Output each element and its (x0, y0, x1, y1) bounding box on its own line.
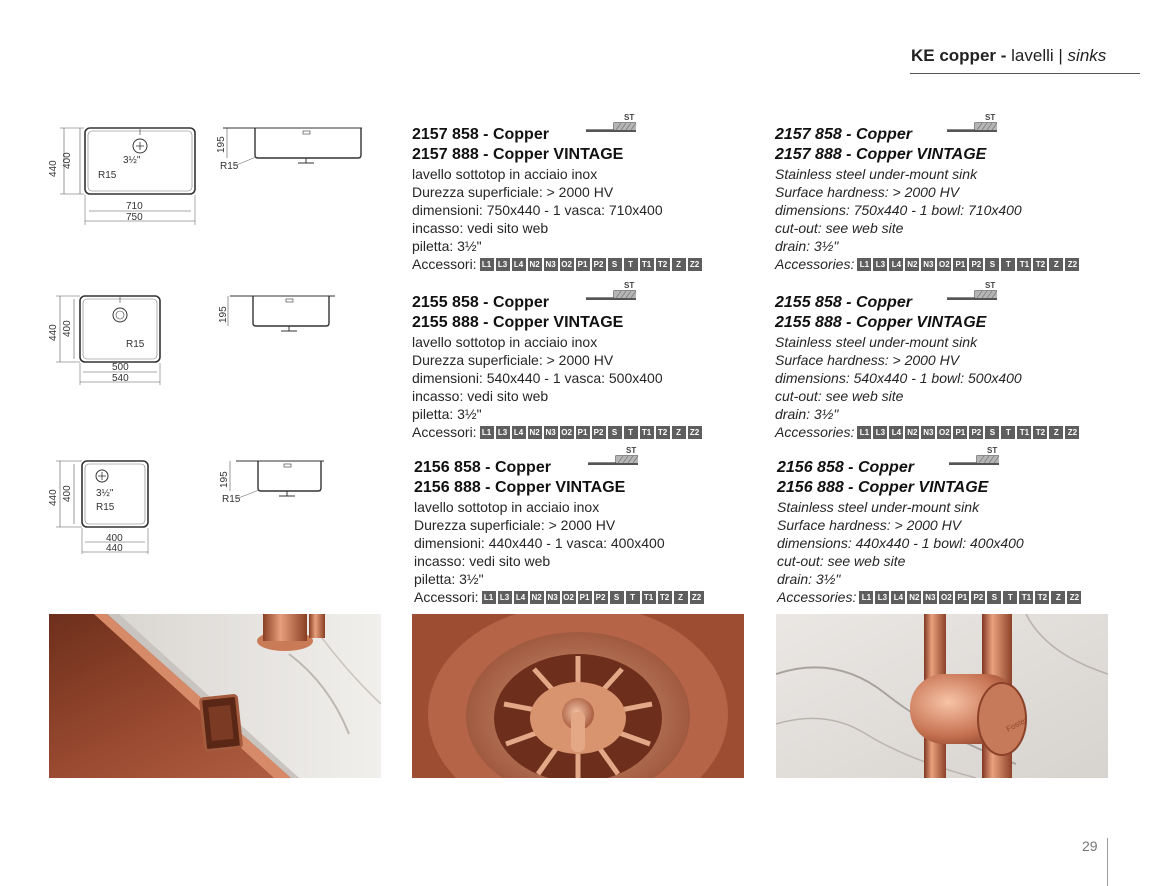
accessory-code-n2: N2 (529, 427, 540, 437)
header-rule (910, 73, 1140, 74)
faucet-brand-text: Foster (1004, 715, 1029, 734)
accessory-code-z: Z (1051, 591, 1065, 604)
accessories-row (412, 423, 757, 441)
product-description: lavello sottotop in acciaio inox (414, 499, 600, 515)
product-title-vintage: 2156 888 - Copper VINTAGE (777, 479, 989, 496)
product-drain: piletta: 3½" (412, 238, 482, 254)
product-title-vintage: 2155 888 - Copper VINTAGE (775, 314, 987, 331)
accessory-code-t1: T1 (1017, 426, 1031, 439)
accessories-label: Accessories: (775, 424, 855, 440)
drain-dimension: 3½" (123, 155, 141, 166)
faucet-photo (776, 614, 1108, 778)
accessory-code-z: Z (1049, 258, 1063, 271)
accessory-code-l3: L3 (873, 426, 887, 439)
depth-dimension: 195 (216, 136, 227, 153)
accessory-code-z: Z (1049, 426, 1063, 439)
product-dimensions: dimensions: 440x440 - 1 bowl: 400x400 (777, 535, 1024, 551)
product-2157-english (775, 113, 1120, 273)
product-hardness: Durezza superficiale: > 2000 HV (412, 184, 614, 200)
accessory-code-l4: L4 (514, 591, 528, 604)
accessory-code-n2: N2 (531, 592, 542, 602)
st-installation-icon (945, 281, 999, 301)
product-title-copper: 2155 858 - Copper ST (412, 293, 757, 313)
product-2156-italian (414, 446, 759, 606)
side-radius-label: R15 (222, 494, 241, 505)
accessory-code-n3: N3 (923, 259, 934, 269)
accessories-label: Accessori: (412, 424, 477, 440)
accessory-code-l3: L3 (496, 258, 510, 271)
product-dimensions: dimensioni: 440x440 - 1 vasca: 400x400 (414, 535, 665, 551)
accessories-row (777, 588, 1122, 606)
accessory-code-n2: N2 (907, 259, 918, 269)
product-description: lavello sottotop in acciaio inox (412, 166, 598, 182)
accessory-code-z: Z (672, 258, 686, 271)
depth-dimension: 195 (218, 306, 229, 323)
accessory-code-z2: Z2 (1065, 426, 1079, 439)
accessory-code-o2: O2 (563, 592, 574, 602)
accessory-code-p2: P2 (969, 258, 983, 271)
outer-width-dimension: 540 (112, 373, 129, 384)
product-dimensions: dimensions: 750x440 - 1 bowl: 710x400 (775, 202, 1022, 218)
accessory-code-t2: T2 (1033, 426, 1047, 439)
accessory-code-z2: Z2 (688, 258, 702, 271)
accessory-code-o2: O2 (939, 259, 950, 269)
product-drain: drain: 3½" (775, 406, 839, 422)
product-2155-italian (412, 281, 757, 441)
accessory-code-p2: P2 (592, 426, 606, 439)
header-separator: - (996, 46, 1012, 65)
product-hardness: Durezza superficiale: > 2000 HV (412, 352, 614, 368)
accessory-code-p2: P2 (969, 426, 983, 439)
product-drain: piletta: 3½" (414, 571, 484, 587)
accessory-code-n3: N3 (545, 259, 556, 269)
accessory-code-l4: L4 (889, 258, 903, 271)
accessory-code-t2: T2 (656, 258, 670, 271)
header-brand: KE copper (911, 46, 997, 65)
accessory-code-z: Z (672, 426, 686, 439)
accessory-code-n3: N3 (925, 592, 936, 602)
product-description: Stainless steel under-mount sink (775, 334, 978, 350)
svg-text:ST: ST (987, 446, 998, 455)
product-title-copper: 2157 858 - Copper ST (775, 125, 1120, 145)
outer-height-dimension: 440 (48, 160, 59, 177)
st-installation-icon (584, 113, 638, 133)
radius-label: R15 (98, 170, 117, 181)
accessory-code-l3: L3 (498, 591, 512, 604)
product-title-copper: 2156 858 - Copper ST (777, 458, 1122, 478)
svg-text:ST: ST (985, 281, 996, 290)
accessory-code-p2: P2 (594, 591, 608, 604)
product-cutout: incasso: vedi sito web (414, 553, 551, 569)
accessory-code-t2: T2 (656, 426, 670, 439)
accessory-icons (859, 591, 1081, 604)
accessories-label: Accessori: (414, 589, 479, 605)
drain-dimension: 3½" (96, 488, 114, 499)
accessory-code-z: Z (674, 591, 688, 604)
svg-text:ST: ST (985, 113, 996, 122)
accessory-code-n3: N3 (547, 592, 558, 602)
accessory-code-l3: L3 (875, 591, 889, 604)
svg-text:ST: ST (626, 446, 637, 455)
product-2155-english (775, 281, 1120, 441)
outer-width-dimension: 440 (106, 543, 123, 554)
accessory-code-t: T (624, 258, 638, 271)
accessory-code-l1: L1 (857, 258, 871, 271)
accessory-code-n2: N2 (529, 259, 540, 269)
accessory-code-p1: P1 (576, 258, 590, 271)
product-title-vintage: 2157 888 - Copper VINTAGE (412, 146, 624, 163)
page-header (911, 46, 1106, 66)
accessory-icons (482, 591, 704, 604)
sink-drawing-2155 (40, 293, 380, 403)
accessory-code-s: S (985, 258, 999, 271)
product-dimensions: dimensioni: 540x440 - 1 vasca: 500x400 (412, 370, 663, 386)
page-number: 29 (1082, 838, 1098, 854)
product-hardness: Surface hardness: > 2000 HV (775, 184, 960, 200)
accessory-code-l1: L1 (480, 258, 494, 271)
accessory-code-t2: T2 (1033, 258, 1047, 271)
accessories-row (414, 588, 759, 606)
accessory-code-t: T (626, 591, 640, 604)
sink-drawing-2156 (40, 458, 380, 568)
st-installation-icon (945, 113, 999, 133)
accessory-code-n2: N2 (907, 427, 918, 437)
accessories-label: Accessories: (775, 256, 855, 272)
accessory-code-s: S (608, 426, 622, 439)
accessory-code-t: T (1003, 591, 1017, 604)
accessory-code-s: S (985, 426, 999, 439)
drain-strainer-photo (412, 614, 744, 778)
accessory-code-o2: O2 (939, 427, 950, 437)
product-cutout: incasso: vedi sito web (412, 388, 549, 404)
outer-width-dimension: 750 (126, 212, 143, 223)
product-title-vintage: 2156 888 - Copper VINTAGE (414, 479, 626, 496)
svg-text:ST: ST (624, 281, 635, 290)
accessory-code-t: T (624, 426, 638, 439)
outer-height-dimension: 440 (48, 489, 59, 506)
accessory-code-n2: N2 (909, 592, 920, 602)
accessory-code-p1: P1 (576, 426, 590, 439)
product-dimensions: dimensions: 540x440 - 1 bowl: 500x400 (775, 370, 1022, 386)
accessory-code-l1: L1 (482, 591, 496, 604)
accessory-icons (857, 258, 1079, 271)
accessory-code-o2: O2 (561, 427, 572, 437)
svg-text:ST: ST (624, 113, 635, 122)
accessory-code-z2: Z2 (688, 426, 702, 439)
accessory-code-z2: Z2 (690, 591, 704, 604)
st-installation-icon (586, 446, 640, 466)
st-installation-icon (584, 281, 638, 301)
product-hardness: Surface hardness: > 2000 HV (775, 352, 960, 368)
product-cutout: incasso: vedi sito web (412, 220, 549, 236)
product-dimensions: dimensioni: 750x440 - 1 vasca: 710x400 (412, 202, 663, 218)
side-radius-label: R15 (220, 161, 239, 172)
product-title-copper: 2157 858 - Copper ST (412, 125, 757, 145)
accessory-code-t1: T1 (642, 591, 656, 604)
accessory-code-s: S (610, 591, 624, 604)
product-2157-italian (412, 113, 757, 273)
accessory-code-t1: T1 (640, 258, 654, 271)
product-title-copper: 2156 858 - Copper ST (414, 458, 759, 478)
sink-drawing-2157 (40, 125, 380, 235)
product-2156-english (777, 446, 1122, 606)
accessory-code-l4: L4 (889, 426, 903, 439)
product-drain: drain: 3½" (777, 571, 841, 587)
header-pipe: | (1053, 46, 1068, 65)
product-cutout: cut-out: see web site (775, 388, 904, 404)
inner-height-dimension: 400 (62, 152, 73, 169)
accessory-code-l4: L4 (512, 426, 526, 439)
product-cutout: cut-out: see web site (775, 220, 904, 236)
radius-label: R15 (96, 502, 115, 513)
accessory-code-t1: T1 (1017, 258, 1031, 271)
accessory-code-l3: L3 (873, 258, 887, 271)
accessory-code-p1: P1 (578, 591, 592, 604)
accessories-row (412, 255, 757, 273)
accessory-code-p1: P1 (953, 426, 967, 439)
accessories-label: Accessories: (777, 589, 857, 605)
accessory-code-o2: O2 (561, 259, 572, 269)
accessory-code-s: S (608, 258, 622, 271)
accessory-code-l3: L3 (496, 426, 510, 439)
product-cutout: cut-out: see web site (777, 553, 906, 569)
accessory-code-t: T (1001, 258, 1015, 271)
product-title-vintage: 2155 888 - Copper VINTAGE (412, 314, 624, 331)
accessory-code-p1: P1 (953, 258, 967, 271)
inner-width-dimension: 500 (112, 362, 129, 373)
accessory-code-p2: P2 (592, 258, 606, 271)
accessory-code-l4: L4 (891, 591, 905, 604)
depth-dimension: 195 (219, 471, 230, 488)
accessory-code-t: T (1001, 426, 1015, 439)
accessory-code-l1: L1 (480, 426, 494, 439)
inner-width-dimension: 710 (126, 201, 143, 212)
accessory-icons (480, 258, 702, 271)
accessory-code-p2: P2 (971, 591, 985, 604)
accessory-code-z2: Z2 (1067, 591, 1081, 604)
product-title-copper: 2155 858 - Copper ST (775, 293, 1120, 313)
accessory-code-z2: Z2 (1065, 258, 1079, 271)
outer-height-dimension: 440 (48, 324, 59, 341)
accessory-code-n3: N3 (545, 427, 556, 437)
header-english: sinks (1067, 46, 1107, 65)
inner-height-dimension: 400 (62, 485, 73, 502)
product-title-vintage: 2157 888 - Copper VINTAGE (775, 146, 987, 163)
product-description: Stainless steel under-mount sink (775, 166, 978, 182)
accessory-code-l1: L1 (859, 591, 873, 604)
accessory-code-t1: T1 (640, 426, 654, 439)
accessory-code-p1: P1 (955, 591, 969, 604)
radius-label: R15 (126, 339, 145, 350)
accessories-row (775, 255, 1120, 273)
accessory-code-o2: O2 (941, 592, 952, 602)
accessory-code-t1: T1 (1019, 591, 1033, 604)
page-number-rule (1107, 838, 1108, 886)
accessory-icons (480, 426, 702, 439)
accessories-row (775, 423, 1120, 441)
inner-height-dimension: 400 (62, 320, 73, 337)
inner-width-dimension: 400 (106, 533, 123, 544)
product-drain: drain: 3½" (775, 238, 839, 254)
accessory-code-l4: L4 (512, 258, 526, 271)
product-drain: piletta: 3½" (412, 406, 482, 422)
accessory-code-s: S (987, 591, 1001, 604)
header-italian: lavelli (1011, 46, 1054, 65)
product-hardness: Surface hardness: > 2000 HV (777, 517, 962, 533)
accessory-code-t2: T2 (658, 591, 672, 604)
accessory-code-n3: N3 (923, 427, 934, 437)
product-description: Stainless steel under-mount sink (777, 499, 980, 515)
sink-corner-photo (49, 614, 381, 778)
accessory-icons (857, 426, 1079, 439)
product-hardness: Durezza superficiale: > 2000 HV (414, 517, 616, 533)
accessory-code-l1: L1 (857, 426, 871, 439)
st-installation-icon (947, 446, 1001, 466)
accessories-label: Accessori: (412, 256, 477, 272)
accessory-code-t2: T2 (1035, 591, 1049, 604)
product-description: lavello sottotop in acciaio inox (412, 334, 598, 350)
